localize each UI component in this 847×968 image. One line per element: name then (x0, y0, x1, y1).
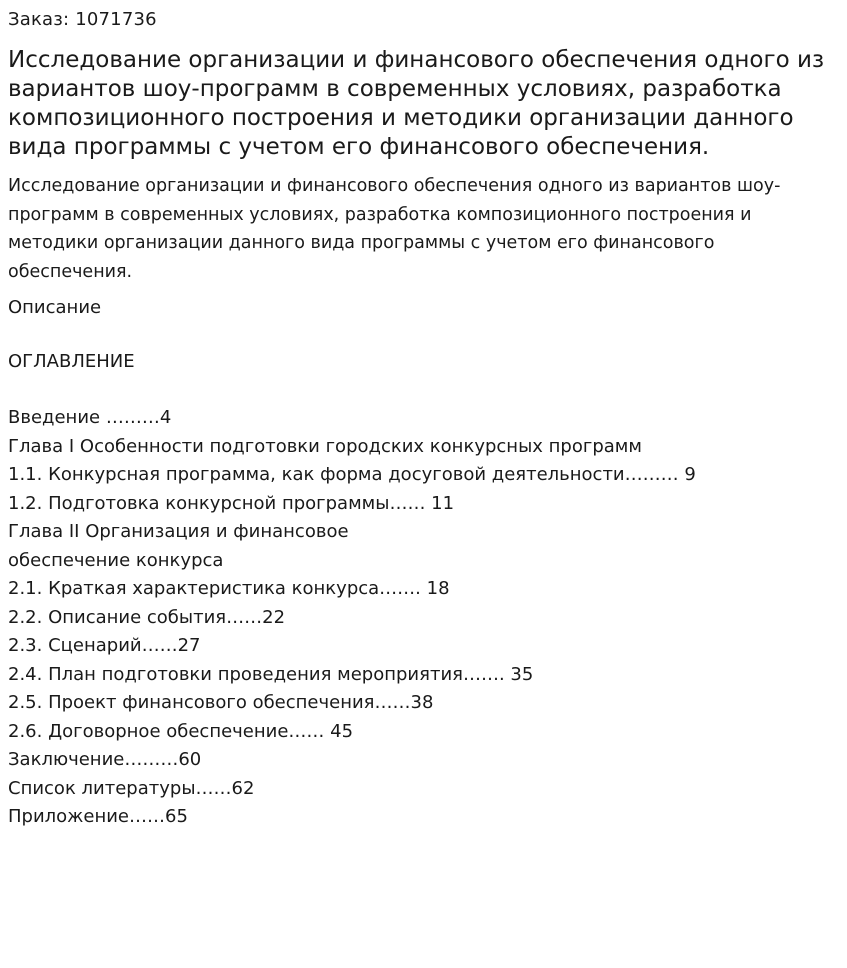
order-number: Заказ: 1071736 (8, 9, 157, 30)
toc-item-2-1: 2.1. Краткая характеристика конкурса……. 18 (8, 578, 450, 599)
toc-item-2-5: 2.5. Проект финансового обеспечения……38 (8, 692, 434, 713)
toc-item-appendix: Приложение……65 (8, 806, 188, 827)
toc-item-2-6: 2.6. Договорное обеспечение…… 45 (8, 720, 354, 742)
toc-item-chapter-2: Глава II Организация и финансовое (8, 521, 349, 542)
toc-item-introduction: Введение ………4 (8, 407, 172, 428)
toc-item-2-2: 2.2. Описание события……22 (8, 606, 286, 628)
toc-item-2-3: 2.3. Сценарий……27 (8, 635, 201, 656)
summary-text: Исследование организации и финансового обеспечения одного из вариантов шоу-программ в современных условиях, разработка композиционного построения и методики организации данного вида программы с учетом его финансового обеспечения. (8, 176, 781, 282)
toc-item-2-4: 2.4. План подготовки проведения мероприятия……. 35 (8, 663, 534, 685)
toc-heading: ОГЛАВЛЕНИЕ (8, 351, 135, 372)
toc-item-bibliography: Список литературы……62 (8, 777, 255, 799)
toc-item-1-1: 1.1. Конкурсная программа, как форма досуговой деятельности……… 9 (8, 464, 696, 485)
table-of-contents (8, 404, 839, 832)
toc-item-chapter-1: Глава I Особенности подготовки городских конкурсных программ (8, 435, 642, 457)
page-title: Исследование организации и финансового обеспечения одного из вариантов шоу-программ в современных условиях, разработка композиционного построения и методики организации данного вида программы с учетом его финансового обеспечения. (8, 47, 825, 160)
toc-item-1-2: 1.2. Подготовка конкурсной программы…… 11 (8, 492, 455, 514)
description-heading: Описание (8, 297, 102, 318)
toc-item-conclusion: Заключение………60 (8, 749, 202, 770)
toc-item-chapter-2-cont: обеспечение конкурса (8, 549, 224, 571)
